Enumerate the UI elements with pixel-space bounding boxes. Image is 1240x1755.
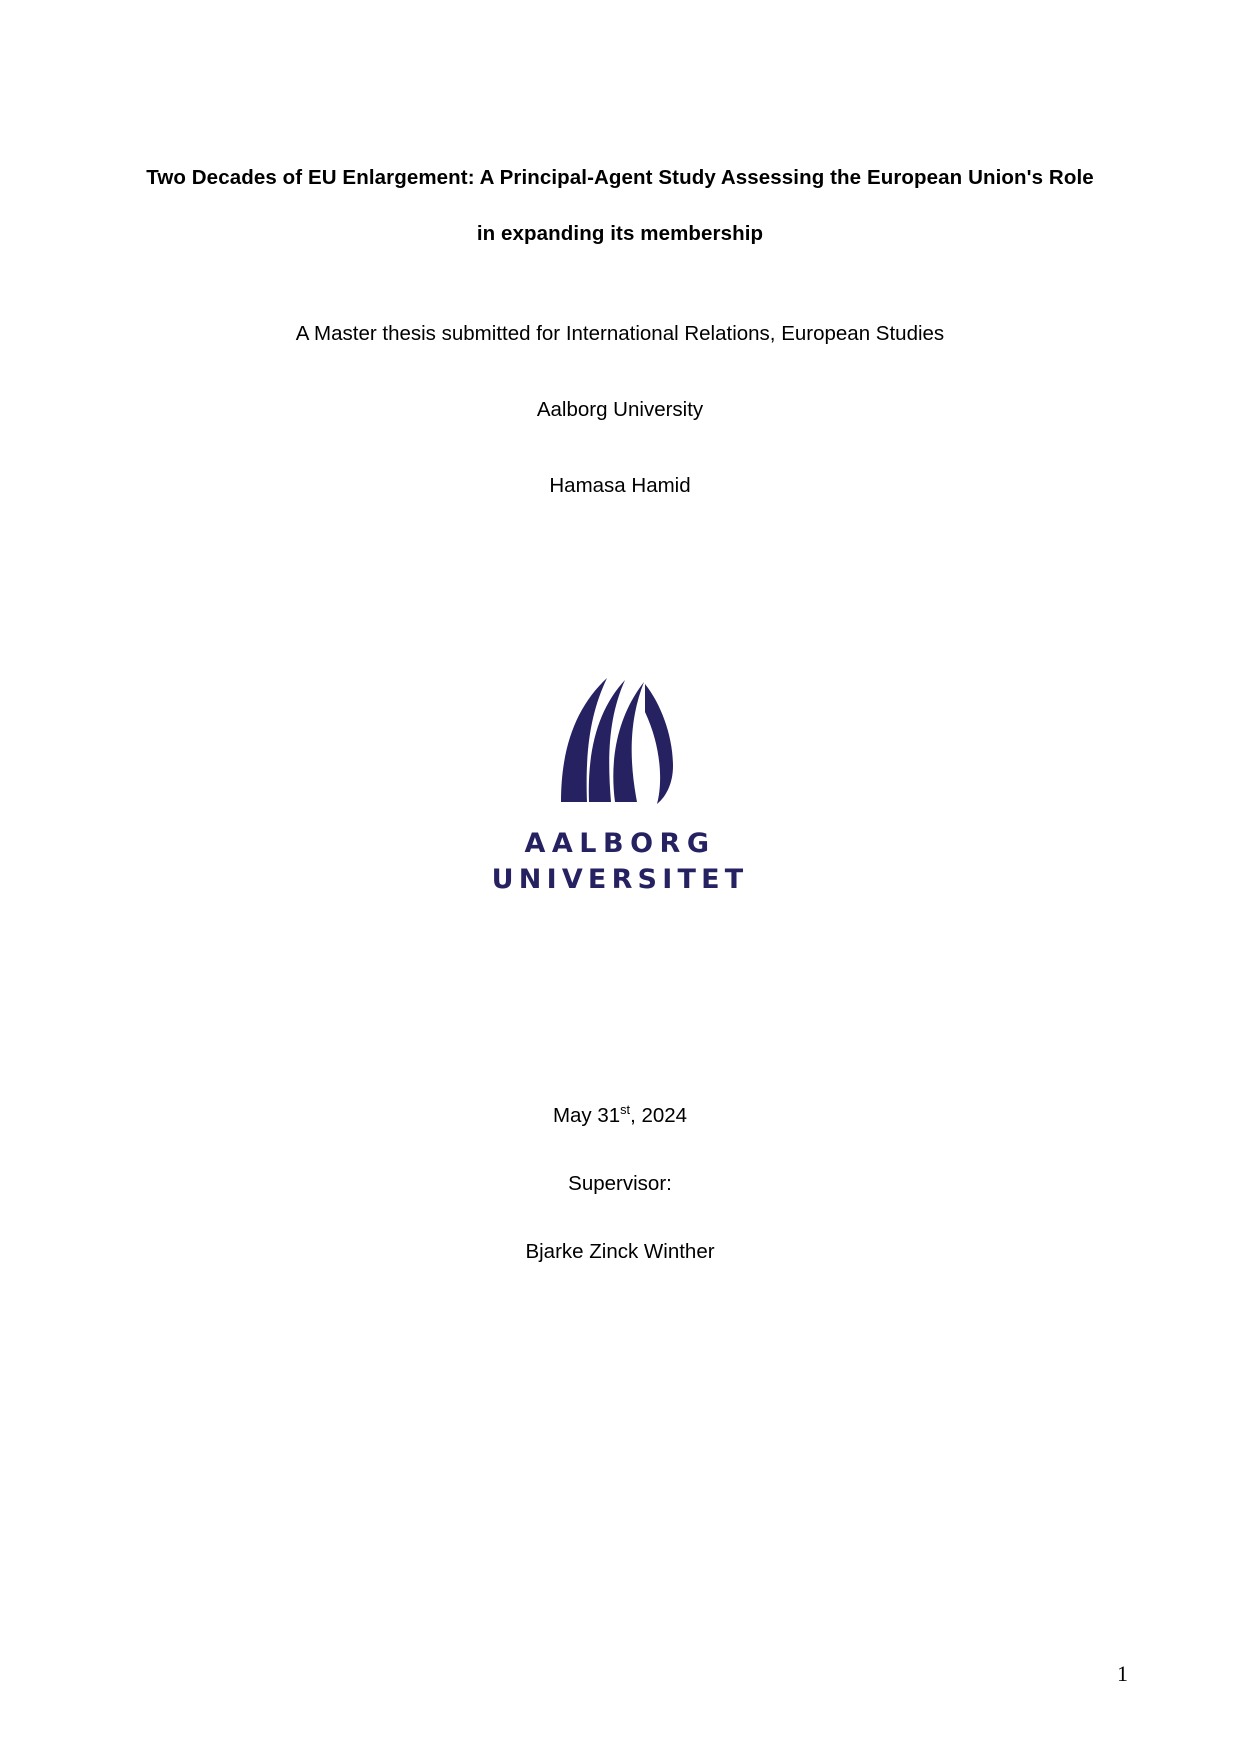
author-name: Hamasa Hamid — [549, 474, 691, 497]
university-name: Aalborg University — [536, 398, 704, 421]
date-prefix: May 31 — [552, 1103, 621, 1127]
supervisor-name: Bjarke Zinck Winther — [525, 1239, 715, 1263]
thesis-meta — [128, 296, 1112, 524]
page-title — [128, 150, 1112, 262]
date-rest: , 2024 — [630, 1103, 688, 1127]
title-line-1: Two Decades of EU Enlargement: A Principal-Agent Study Assessing the European Union's Role — [146, 166, 1094, 189]
thesis-description: A Master thesis submitted for International Relations, European Studies — [295, 322, 945, 345]
logo-wordmark-line-1: AALBORG — [524, 828, 716, 859]
logo-wordmark-line-2: UNIVERSITET — [491, 864, 749, 895]
title-line-2: in expanding its membership — [476, 222, 764, 245]
submission-date — [128, 1076, 1112, 1150]
submission-details — [128, 1076, 1112, 1286]
title-page-content — [128, 150, 1112, 1286]
supervisor-label: Supervisor: — [568, 1171, 672, 1195]
logo-wordmark — [492, 826, 749, 898]
logo-container — [128, 674, 1112, 898]
date-ordinal: st — [620, 1102, 631, 1117]
aalborg-university-logo-icon — [545, 674, 695, 804]
page-number: 1 — [1117, 1661, 1128, 1686]
